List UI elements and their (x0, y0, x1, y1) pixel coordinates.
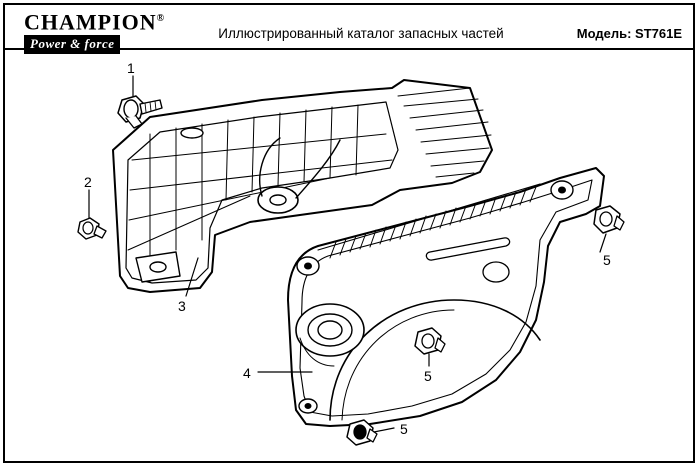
callout-3: 3 (178, 298, 186, 314)
callout-1: 1 (127, 60, 135, 76)
callout-5-center: 5 (424, 368, 432, 384)
callout-4: 4 (243, 365, 251, 381)
page-title: Иллюстрированный каталог запасных частей (218, 26, 504, 41)
fastener-nut-5a (594, 206, 624, 233)
model-label: Модель: ST761E (576, 26, 682, 41)
brand-name-text: CHAMPION (24, 9, 157, 35)
callout-5-bottom: 5 (400, 421, 408, 437)
fastener-nut-2 (78, 218, 106, 239)
brand-tagline: Power & force (24, 35, 120, 54)
callout-2: 2 (84, 174, 92, 190)
brand-trademark: ® (156, 13, 166, 24)
callout-5-right: 5 (603, 252, 611, 268)
